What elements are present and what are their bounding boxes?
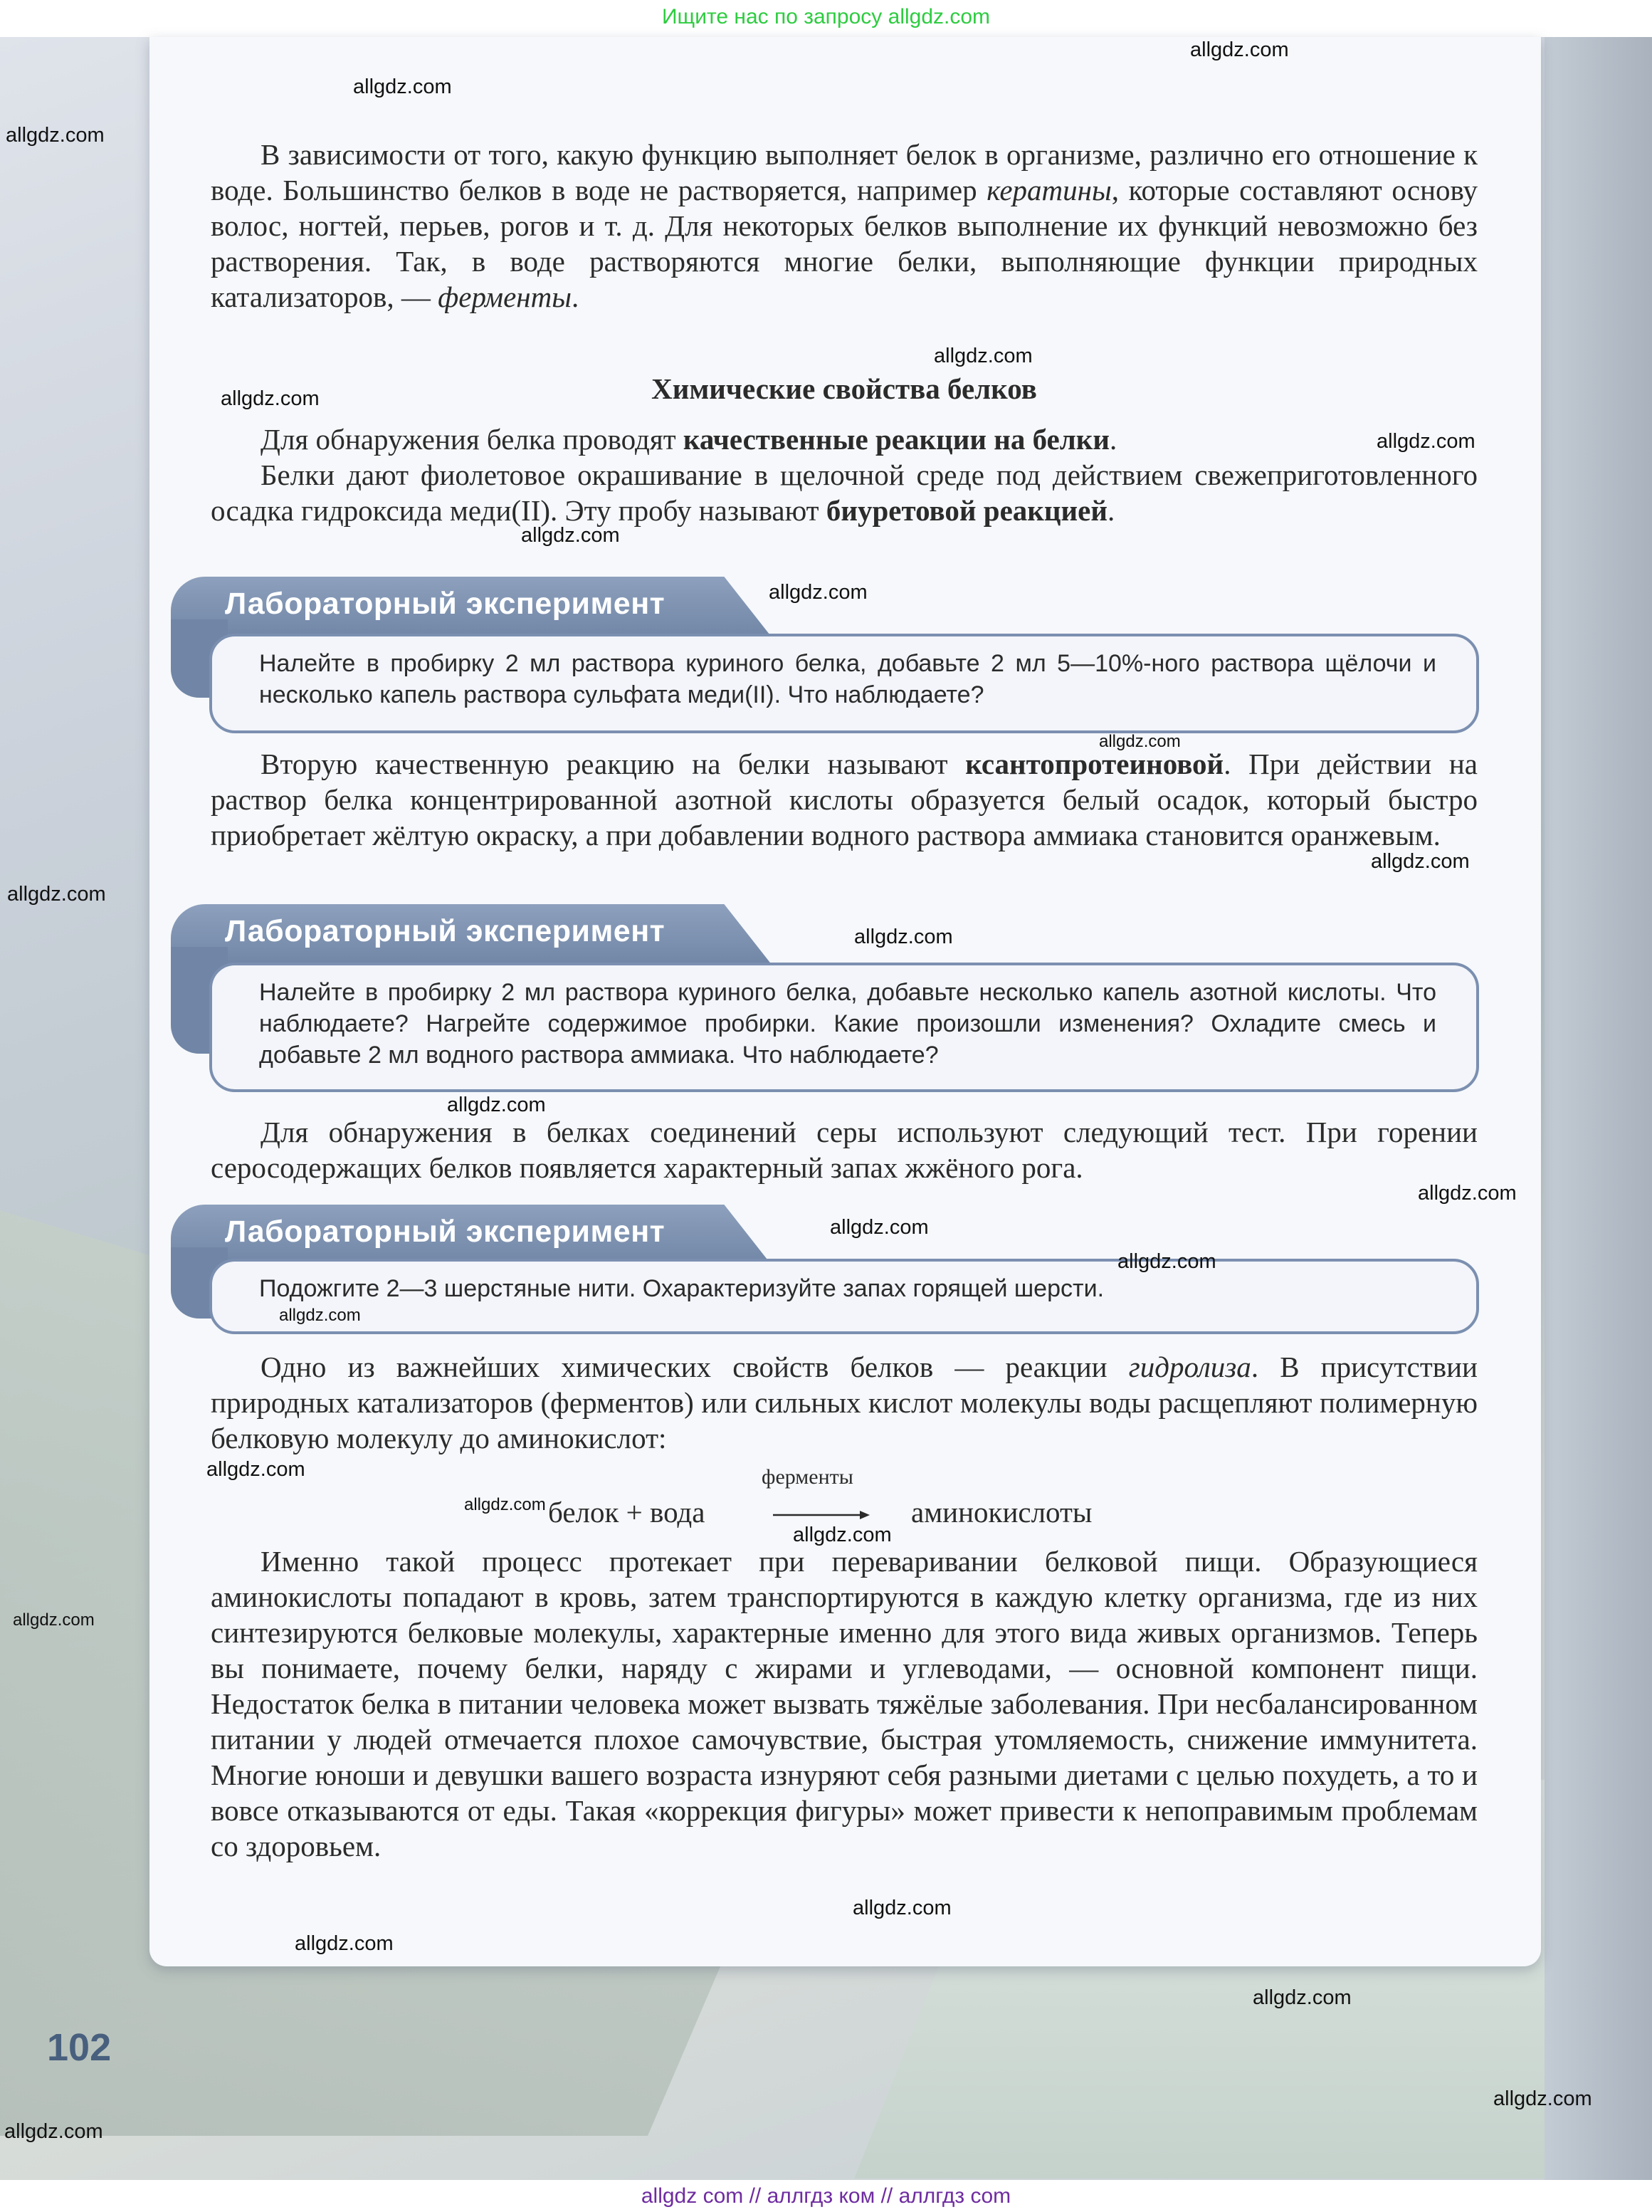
lab-title: Лабораторный эксперимент [225,587,665,621]
lab-title: Лабораторный эксперимент [225,914,665,948]
watermark: allgdz.com [295,1932,394,1955]
watermark: allgdz.com [1099,732,1181,751]
reaction-arrow-icon [773,1508,870,1522]
watermark: allgdz.com [1117,1250,1216,1273]
book-spine-edge [1545,37,1652,2180]
watermark: allgdz.com [1493,2087,1592,2110]
top-banner[interactable]: Ищите нас по запросу allgdz.com [661,5,991,28]
lab-instructions: Налейте в пробирку 2 мл раствора куриного белка, добавьте 2 мл 5—10%-ного раствора щёлочи и несколько капель раствора сульфата меди(II). Что наблюдаете? [209,634,1479,733]
intro-paragraph: В зависимости от того, какую функцию выполняет белок в организме, различно его отношение к воде. Большинство белков в воде не растворяется, например кератины, которые составляют основу волос, ногтей, перьев, рогов и т. д. Для некоторых белков выполнение их функций невозможно без растворения. Так, в воде растворяются многие белки, выполняющие функции природных катализаторов, — ферменты. [211,138,1478,313]
watermark: allgdz.com [353,75,452,98]
xanthoprotein-paragraph: Вторую качественную реакцию на белки называют ксантопротеиновой. При действии на раствор белка концентрированной азотной кислоты образуется белый осадок, который быстро приобретает жёлтую окраску, а при добавлении водного раствора аммиака становится оранжевым. [211,748,1478,851]
watermark: allgdz.com [1418,1182,1517,1205]
watermark: allgdz.com [934,345,1033,367]
watermark: allgdz.com [13,1610,95,1630]
watermark: allgdz.com [447,1094,546,1116]
watermark: allgdz.com [1190,38,1289,61]
watermark: allgdz.com [1377,430,1475,453]
lab-title: Лабораторный эксперимент [225,1215,665,1249]
watermark: allgdz.com [853,1897,952,1919]
watermark: allgdz.com [279,1306,361,1325]
lab-instructions: Подожгите 2—3 шерстяные нити. Охарактеризуйте запах горящей шерсти. [209,1259,1479,1334]
watermark: allgdz.com [854,926,953,948]
watermark: allgdz.com [6,124,105,147]
section-heading: Химические свойства белков [651,372,1037,405]
lab-instructions: Налейте в пробирку 2 мл раствора куриного белка, добавьте несколько капель азотной кислоты. Что наблюдаете? Нагрейте содержимое пробирки. Какие произошли изменения? Охладите смесь и добавьте 2 мл водного раствора аммиака. Что наблюдаете? [209,963,1479,1092]
watermark: allgdz.com [793,1524,892,1546]
lab-experiment-2 [171,904,1479,1092]
watermark: allgdz.com [521,524,620,547]
watermark: allgdz.com [1371,850,1470,873]
watermark: allgdz.com [1253,1986,1352,2009]
watermark: allgdz.com [830,1216,929,1239]
watermark: allgdz.com [206,1458,305,1481]
watermark: allgdz.com [464,1495,546,1514]
watermark: allgdz.com [769,581,868,604]
watermark: allgdz.com [4,2120,103,2143]
page-number: 102 [47,2026,112,2069]
digestion-paragraph: Именно такой процесс протекает при переваривании белковой пищи. Образующиеся аминокислоты попадают в кровь, затем транспортируются в каждую клетку организма, где из них синтезируются белковые молекулы, характерные именно для этого вида живых организмов. Теперь вы понимаете, почему белки, наряду с жирами и углеводами, — основной компонент пищи. Недостаток белка в питании человека может вызвать тяжёлые заболевания. При несбалансированном питании у людей отмечается плохое самочувствие, быстрая утомляемость, снижение иммунитета. Многие юноши и девушки вашего возраста изнуряют себя разными диетами с целью похудеть, а то и вовсе отказываются от еды. Такая «коррекция фигуры» может привести к непоправимым проблемам со здоровьем. [211,1545,1478,1862]
equation-products: аминокислоты [911,1496,1093,1529]
lab-experiment-3 [171,1205,1479,1334]
equation-catalyst: ферменты [762,1465,853,1489]
sulfur-test-paragraph: Для обнаружения в белках соединений серы используют следующий тест. При горении серосодержащих белков появляется характерный запах жжёного рога. [211,1116,1478,1184]
watermark: allgdz.com [221,387,320,410]
equation-reactants: белок + вода [548,1496,705,1529]
hydrolysis-paragraph: Одно из важнейших химических свойств белков — реакции гидролиза. В присутствии природных катализаторов (ферментов) или сильных кислот молекулы воды расщепляют полимерную белковую молекулу до аминокислот: [211,1351,1478,1454]
bottom-banner[interactable]: allgdz com // аллгдз ком // аллгдз com [641,2184,1011,2208]
qualitative-paragraph: Для обнаружения белка проводят качественные реакции на белки. Белки дают фиолетовое окрашивание в щелочной среде под действием свежеприготовленного осадка гидроксида меди(II). Эту пробу называют биуретовой реакцией. [211,423,1478,527]
watermark: allgdz.com [7,883,106,906]
